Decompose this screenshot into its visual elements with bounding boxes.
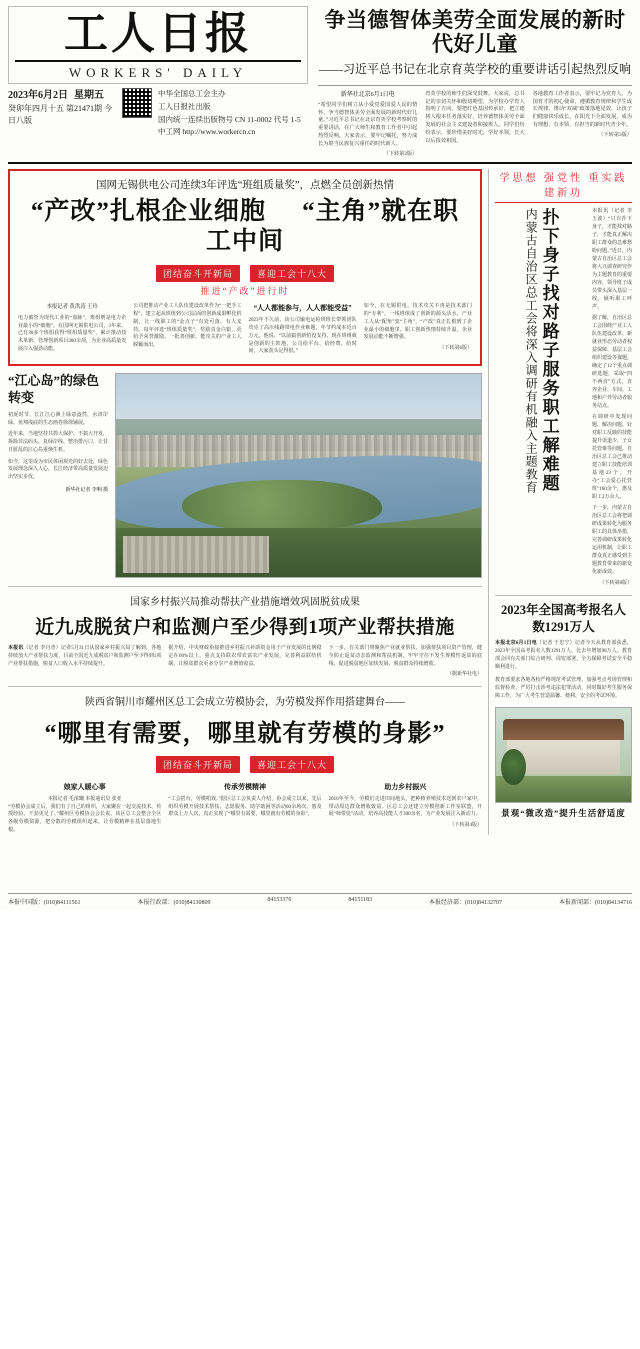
tertiary-kicker: 陕西省铜川市耀州区总工会成立劳模协会，为劳模发挥作用搭建舞台—— (85, 697, 405, 709)
lead-byline: 本报记者 黄洪涛 王玲 (46, 304, 98, 311)
lead-body: 如今，在无锡供电，技术攻关不再是技术部门的“专利”，一线班组成了创新的源头活水。产业工人从“配角”变“主角”，“产改”真正扎根到了企业最小的细胞里。职工创新热情持续升温，企业发展动能不断增强。 (363, 304, 472, 341)
right-vertical-headline (495, 208, 587, 588)
lead-column (364, 303, 472, 356)
right-body-2: 据了解，自治区总工会围绕产业工人队伍建设改革、新就业形态劳动者权益保障、基层工会组织建设等课题，确定了12个重点调研选题，采取“四不两直”方式，直奔企业、车间、工地和户外劳动者服务站点。 (592, 316, 633, 410)
secondary-body: （记者 李丹青）记者5月31日从国家乡村振兴局了解到，各地持续加大产业帮扶力度，目前全国近九成脱贫户和监测户至少得到1项产业帮扶措施，脱贫人口收入水平持续提升。 (8, 646, 162, 667)
footer-item: 本报中国版：(010)84111561 (8, 900, 81, 906)
photo-tree (501, 749, 525, 785)
photo-roof (503, 719, 625, 740)
tertiary-column (329, 779, 482, 835)
lead-body: 电力被誉为现代工业的“血脉”，班组则是电力企业最小的“细胞”。在国网无锡供电公司，3年来，已有30多个班组获得“班组质量奖”，累计推动技术革新、管理创新项目300余项，为企业高质量发展注入强劲动能。 (18, 315, 127, 352)
right-banner: 学思想 强党性 重实践 建新功 (495, 169, 632, 203)
lead-subheading: “人人都能参与，人人都能受益” (253, 304, 352, 313)
secondary-column (329, 645, 482, 679)
weekday-text: 星期五 (74, 90, 104, 102)
badge-right: 喜迎工会十八大 (250, 265, 334, 282)
logo-chinese-title: 工人日报 (64, 9, 252, 58)
secondary-column (8, 645, 161, 679)
right-divider (495, 595, 632, 596)
publisher-info (158, 88, 308, 139)
logo-english-title: WORKERS' DAILY (68, 65, 248, 81)
right-column (488, 169, 632, 834)
publisher-line-1: 中华全国总工会主办 (158, 89, 226, 99)
main-column (8, 169, 488, 834)
photo-island (182, 480, 383, 533)
footer-item: 本报经济部：(010)84132707 (429, 900, 503, 906)
lead-continuation: （下转第6版） (439, 346, 472, 352)
right-continuation: （下转第8版） (599, 581, 632, 587)
badge-left: 团结奋斗开新局 (156, 265, 240, 282)
column-body: 各地教育工作者表示，要牢记为党育人、为国育才的初心使命，遵循教育规律和学生成长规律，推动“双减”政策落地见效，让孩子们健康快乐成长，在阳光下全面发展，成为有理想、有本领、有担当的新时代青少年。 (532, 90, 632, 129)
publisher-line-2: 工人日报社出版 (158, 101, 211, 111)
issue-date (8, 88, 116, 103)
right-headline-2: 2023年全国高考报名人数1291万人 (500, 603, 626, 634)
masthead-story-columns (318, 91, 632, 159)
right-story-2-cont: 教育部要求各地各校严格规范考试管理，加强考点考场管理和监督检查，严厉打击涉考违法犯罪活动，同时做好考生服务保障工作，为广大考生营造温馨、便利、安全的考试环境。 (495, 677, 632, 699)
tertiary-column (168, 779, 321, 835)
footer-contact-bar (8, 893, 632, 906)
tertiary-continuation: （下转第4版） (449, 823, 482, 829)
tertiary-subheading: 传承劳模精神 (223, 783, 266, 792)
secondary-body: 据介绍，中央财政衔接推进乡村振兴补助资金用于产业发展的比例稳定在60%以上，重点支持联农带农富农产业发展，完善利益联结机制，让脱贫群众更多分享产业增值收益。 (168, 646, 322, 667)
right-main-story (495, 208, 632, 588)
lead-badge-row (18, 265, 472, 282)
date-text: 2023年6月2日 (8, 90, 68, 102)
right-photo (495, 707, 632, 803)
right-story-text (592, 208, 632, 588)
tertiary-body: “工会搭台，劳模唱戏。”据区总工会负责人介绍，协会成立以来，先后组织劳模开展技术帮扶、志愿服务、助学助困等活动60余场次，惠及群众上万人次，真正实现了“哪里有需要，哪里就有劳模的身影”。 (168, 796, 322, 818)
right-body-3: 在调研中发现问题、解决问题。针对职工反映的技能提升渠道少、子女托管难等问题，自治区总工会已推动建立职工技能培训基地23个，开办“工会爱心托管班”160余个，惠及职工2万余人。 (592, 415, 633, 501)
secondary-kicker: 国家乡村振兴局推动帮扶产业措施增效巩固脱贫成果 (130, 597, 360, 609)
publisher-line-3: 国内统一连续出版物号 CN 11-0002 代号 1-5 (158, 114, 301, 124)
feature-story (8, 373, 482, 578)
feature-text (8, 373, 108, 578)
column-dateline: 新华社北京6月1日电 (340, 91, 395, 98)
secondary-body: 下一步，有关部门将聚焦产业就业帮扶，加强帮扶项目资产管理，健全防止返贫动态监测和帮扶机制，牢牢守住不发生规模性返贫的底线，促进脱贫地区加快发展、脱贫群众持续增收。 (328, 646, 482, 667)
page-body (8, 169, 632, 834)
feature-photo (115, 373, 482, 578)
lead-kicker: 国网无锡供电公司连续3年评选“班组质量奖”，点燃全员创新热情 (95, 180, 395, 192)
right-2-body: （记者 于忠宁）记者今天从教育部获悉，2023年全国高考报名人数1291万人，比去年增加98万人。教育部会同有关部门综合研判、周密部署，全力保障考试安全平稳顺利进行。 (495, 640, 632, 670)
lead-body: 公司把推动产业工人队伍建设改革作为“一把手工程”，建立起从班组到公司层面的创新成果孵化机制，让一线职工的“金点子”有处可落、有人支持。每年评选“班组质量奖”，奖励真金白银，更给予荣誉激励，一批善创新、能攻关的产业工人脱颖而出。 (133, 304, 242, 349)
issue-date-block (8, 88, 116, 139)
lead-title-part-1: “产改”扎根企业细胞 (30, 198, 266, 226)
masthead-left (8, 6, 308, 158)
feature-paragraph: 初夏时节，长江江心洲上绿意盎然，水清岸绿、鱼翔浅底的生态画卷徐徐铺展。 (8, 412, 108, 426)
top-headline: 争当德智体美劳全面发展的新时代好儿童 (324, 8, 626, 57)
tertiary-subheading: 助力乡村振兴 (384, 783, 427, 792)
masthead-column (318, 91, 417, 159)
column-body: 育英学校的师生们深受鼓舞。大家说，总书记的亲切关怀和殷切期望，为学校办学育人指明了方向。要把红色基因传承好，把立德树人根本任务落实好，培养德智体美劳全面发展的社会主义建设者和接班人。同学们纷纷表示，要珍惜美好时光，学好本领，长大以后报效祖国。 (425, 90, 525, 144)
qr-code-icon[interactable] (122, 88, 152, 118)
newspaper-logo (8, 6, 308, 84)
vertical-headline-main: 扑下身子找对路子服务职工解难题 (539, 208, 559, 494)
tertiary-badge-row (8, 756, 482, 773)
footer-item: 本报行政部：(010)84130809 (137, 900, 211, 906)
tertiary-byline: 本报记者 毛浓曦 本报通讯员 张亚 (47, 796, 122, 802)
column-continuation: （下转第3版） (598, 131, 632, 138)
secondary-columns (8, 645, 482, 679)
feature-photo-credit: 新华社记者 李响 摄 (65, 487, 108, 493)
tertiary-title: “哪里有需要，哪里就有劳模的身影” (44, 721, 446, 748)
masthead-column (533, 91, 632, 159)
right-body-4: 下一步，内蒙古自治区总工会将把调研成果转化为服务职工的具体举措，完善调研成果转化运用机制，让职工群众真正感受到主题教育带来的新变化新成效。 (592, 506, 633, 576)
masthead-column (425, 91, 524, 159)
tertiary-columns (8, 779, 482, 835)
badge-left: 团结奋斗开新局 (156, 756, 240, 773)
issue-lunar: 癸卯年四月十五 第21471期 今日八版 (8, 104, 112, 126)
lead-column (18, 303, 126, 356)
lead-badge-subtitle: 推进“产改”进行时 (200, 286, 290, 297)
feature-paragraph: 近年来，当地坚持共抓大保护、不搞大开发，拆除非法码头、复绿岸线、整治排污口，让昔日脏乱的江心岛重焕生机。 (8, 432, 109, 453)
feature-paragraph: 如今，这里成为市民休闲观光的好去处，绿色发展理念深入人心，长江经济带高质量发展迈出坚实步伐。 (8, 459, 109, 481)
right-body-1: （记者 李玉波）“只有扑下身子，才能找对路子，才能真正解决职工群众的急难愁盼问题。”近日，内蒙古自治区总工会将大兴调查研究作为主题教育的重要内容，领导班子成员带头深入基层一线，倾听职工呼声。 (592, 209, 633, 311)
masthead-divider (318, 85, 632, 86)
tertiary-story (8, 686, 482, 835)
right-lede: 本报讯 (592, 209, 609, 215)
column-body: “希望同学们树立从小爱党爱国爱人民的情怀，争当德智体美劳全面发展的新时代好儿童。”习近平总书记在北京育英学校考察时的重要讲话，在广大师生和教育工作者中引起热烈反响。大家表示，要牢记嘱托，努力成长为堪当民族复兴重任的时代新人。 (318, 101, 418, 147)
footer-item: 本报新闻部：(010)84134716 (558, 900, 632, 906)
secondary-title: 近九成脱贫户和监测户至少得到1项产业帮扶措施 (35, 617, 455, 639)
tertiary-body: 2016年至今，劳模们走进田间地头，把种植养殖技术送到农户家中，带动周边群众增收致富。区总工会还建立劳模创新工作室联盟，开展“师带徒”活动，培养高技能人才300余名，为产业发展注入新动力。 (328, 796, 482, 818)
footer-item: 84151183 (348, 897, 373, 903)
column-continuation: （下转第2版） (383, 150, 418, 157)
badge-right: 喜迎工会十八大 (250, 756, 334, 773)
masthead (8, 6, 632, 164)
lead-title-part-2: “主角”就在职工中间 (205, 198, 460, 256)
vertical-headline-sub: 内蒙古自治区总工会将深入调研有机融入主题教育 (524, 208, 539, 495)
top-subheadline: ——习近平总书记在北京育英学校的重要讲话引起热烈反响 (318, 62, 631, 77)
lead-title (18, 197, 472, 257)
secondary-story (8, 586, 482, 679)
lead-column (249, 303, 357, 356)
lead-column (133, 303, 241, 356)
lead-body: 2023年不久前，该公司输电运检班班长带领团队攻克了高压线路带电作业难题，年节约成本近百万元。他说，“以前搞创新怕没支持，现在班组就是创新的主阵地，公司给平台、给经费、给时间，大家劲头足得很。” (248, 318, 357, 355)
secondary-column (168, 645, 321, 679)
logo-rule (15, 60, 301, 62)
publisher-website[interactable]: 中工网 http://www.workercn.cn (158, 127, 256, 137)
secondary-lede: 本报讯 (8, 646, 24, 652)
feature-title: “江心岛”的绿色转变 (8, 373, 100, 405)
secondary-source: （据新华社电） (446, 672, 482, 678)
lead-columns (18, 303, 472, 356)
tertiary-column (8, 779, 161, 835)
masthead-meta (8, 88, 308, 139)
footer-item: 84153376 (267, 897, 292, 903)
tertiary-subheading: 娘家人暖心事 (63, 783, 106, 792)
photo-buildings (123, 536, 269, 573)
lead-story-box (8, 169, 482, 366)
masthead-lead-story (308, 6, 632, 158)
tertiary-body: “劳模协会成立后，我们有了自己的组织，大家聚在一起交流技术、传授经验，干劲更足了。”耀州区劳模协会会长说。该区总工会整合全区各级劳模资源，把分散的劳模组织起来，让劳模精神在基层落地生根。 (8, 804, 162, 833)
right-story-2 (495, 640, 632, 672)
right-photo-caption: 景观“微改造”提升生活舒适度 (501, 807, 626, 818)
right-2-lede: 本报北京6月1日电 (495, 640, 537, 646)
